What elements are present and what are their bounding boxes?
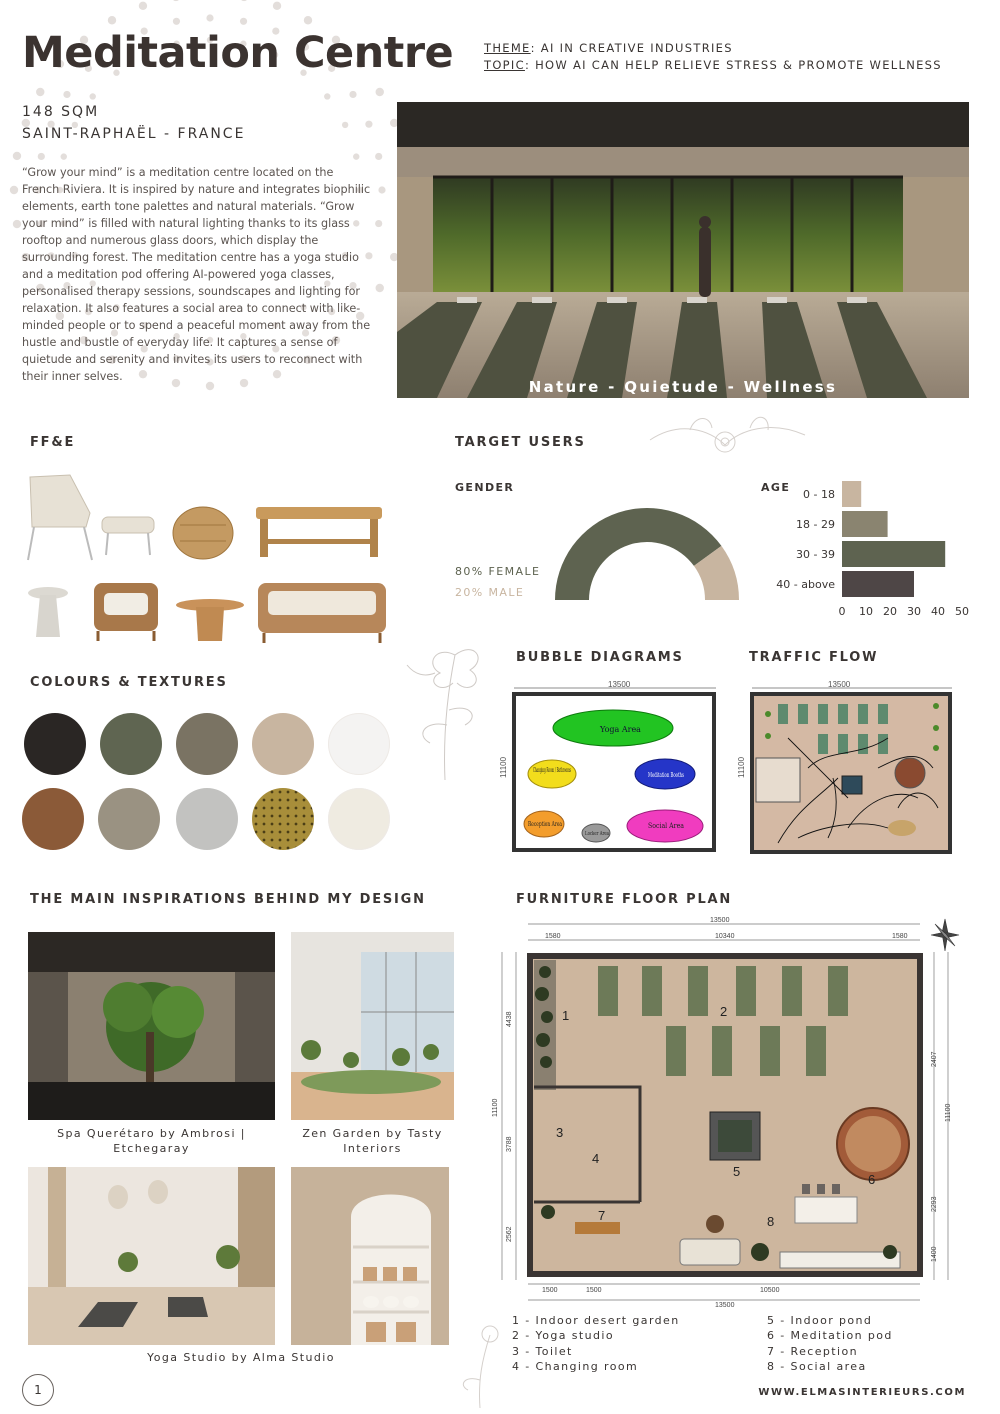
fp-number-4: 4 — [592, 1151, 600, 1166]
fp-dim-top-2: 1580 — [892, 933, 908, 940]
legend-item: 2 - Yoga studio — [512, 1329, 614, 1343]
website-link[interactable]: WWW.ELMASINTERIEURS.COM — [758, 1387, 966, 1398]
age-tick-label: 10 — [859, 605, 873, 618]
fp-number-6: 6 — [868, 1172, 876, 1187]
inspiration-photo-yoga — [28, 1167, 275, 1345]
hero-caption: Nature - Quietude - Wellness — [528, 378, 838, 396]
project-meta — [22, 101, 245, 145]
fp-dim-right-1: 2293 — [931, 1196, 938, 1212]
side-table-icon — [28, 587, 68, 637]
colours-heading: COLOURS & TEXTURES — [30, 675, 228, 690]
floor-plan-legend-right — [767, 1313, 893, 1374]
bubble-changing-label: Changing Room / Bathrooms — [533, 767, 571, 774]
fp-dim-left-2: 2562 — [506, 1226, 513, 1242]
ffe-furniture-collage — [20, 465, 390, 645]
fp-dim-right-2: 1400 — [931, 1246, 938, 1262]
fp-dim-bottom-0: 1500 — [542, 1287, 558, 1294]
swatch-taupe — [176, 713, 238, 775]
age-heading: AGE — [761, 481, 791, 494]
traffic-heading: TRAFFIC FLOW — [749, 650, 879, 665]
age-tick-label: 50 — [955, 605, 969, 618]
fp-number-5: 5 — [733, 1164, 741, 1179]
inspirations-heading: THE MAIN INSPIRATIONS BEHIND MY DESIGN — [30, 892, 426, 907]
fp-dim-total-bottom: 13500 — [715, 1302, 735, 1309]
age-category-label: 40 - above — [776, 578, 835, 591]
legend-item: 3 - Toilet — [512, 1344, 573, 1358]
age-bar — [842, 541, 945, 567]
fp-number-3: 3 — [556, 1125, 564, 1140]
fp-dim-bottom-1: 1500 — [586, 1287, 602, 1294]
bubble-diagram — [500, 678, 722, 860]
inspiration-photo-spa — [28, 932, 275, 1120]
bubble-locker-label: Locker Area — [585, 831, 610, 837]
bubble-heading: BUBBLE DIAGRAMS — [516, 650, 684, 665]
swatch-sand — [252, 713, 314, 775]
fp-dim-top-1: 10340 — [715, 933, 735, 940]
fp-dim-right-0: 2407 — [931, 1051, 938, 1067]
wooden-bench-icon — [256, 507, 382, 557]
swatch-linen — [328, 788, 390, 850]
swatch-white — [328, 713, 390, 775]
age-category-label: 30 - 39 — [796, 548, 835, 561]
bubble-height-label: 11100 — [499, 756, 508, 778]
fp-number-7: 7 — [598, 1208, 606, 1223]
hero-render — [397, 102, 969, 398]
age-category-label: 0 - 18 — [803, 488, 835, 501]
fp-dim-top-0: 1580 — [545, 933, 561, 940]
topic-value: : HOW AI CAN HELP RELIEVE STRESS & PROMOTE WELLNESS — [524, 58, 942, 72]
swatch-stone-texture — [98, 788, 160, 850]
fp-number-1: 1 — [562, 1008, 570, 1023]
theme-label: THEME — [484, 41, 531, 55]
hero-image — [397, 102, 969, 398]
age-tick-label: 30 — [907, 605, 921, 618]
gender-slice-female — [555, 508, 721, 600]
ffe-heading: FF&E — [30, 435, 76, 450]
furniture-floor-plan — [490, 912, 960, 1310]
topic-label: TOPIC — [484, 58, 525, 72]
caption-zen: Zen Garden by Tasty Interiors — [302, 1127, 443, 1155]
gender-heading: GENDER — [455, 481, 515, 494]
fp-dim-left-total: 11100 — [492, 1098, 499, 1117]
traffic-flow-plan — [738, 678, 960, 860]
legend-item: 7 - Reception — [767, 1344, 858, 1358]
lounge-chair-icon — [28, 475, 92, 560]
inspiration-photo-zen — [291, 932, 454, 1120]
fp-dim-left-1: 3788 — [506, 1136, 513, 1152]
rattan-armchair-icon — [94, 583, 158, 641]
inspiration-photo-shelving — [291, 1167, 449, 1345]
theme-topic — [484, 40, 942, 74]
age-tick-label: 40 — [931, 605, 945, 618]
theme-value: : AI IN CREATIVE INDUSTRIES — [530, 41, 733, 55]
floor-plan-heading: FURNITURE FLOOR PLAN — [516, 892, 733, 907]
floral-lineart-icon — [395, 625, 495, 785]
north-compass-icon — [928, 915, 962, 955]
fp-number-8: 8 — [767, 1214, 775, 1229]
bubble-yoga-label: Yoga Area — [600, 725, 641, 734]
page-number: 1 — [22, 1374, 54, 1406]
project-area: 148 SQM — [22, 104, 100, 120]
traffic-height-label: 11100 — [737, 756, 746, 778]
coffee-table-icon — [176, 599, 244, 641]
age-bar-chart — [770, 476, 980, 624]
rattan-sofa-icon — [258, 583, 386, 643]
target-users-heading: TARGET USERS — [455, 435, 586, 450]
gender-male-label: 20% MALE — [455, 586, 525, 599]
legend-item: 1 - Indoor desert garden — [512, 1314, 680, 1327]
age-bar — [842, 481, 861, 507]
age-category-label: 18 - 29 — [796, 518, 835, 531]
floral-lineart-bottom-icon — [450, 1320, 510, 1410]
fp-number-2: 2 — [720, 1004, 728, 1019]
project-location: SAINT-RAPHAËL - FRANCE — [22, 126, 246, 142]
age-tick-label: 20 — [883, 605, 897, 618]
swatch-rattan-cane — [252, 788, 314, 850]
age-bar — [842, 571, 914, 597]
fp-dim-left-0: 4438 — [506, 1011, 513, 1027]
legend-item: 4 - Changing room — [512, 1359, 639, 1373]
gender-donut-chart — [550, 500, 745, 604]
ottoman-icon — [102, 517, 154, 555]
caption-yoga: Yoga Studio by Alma Studio — [147, 1351, 335, 1364]
bubble-meditation-label: Meditation Booths — [648, 771, 684, 779]
swatch-concrete — [176, 788, 238, 850]
project-description: “Grow your mind” is a meditation centre located on the French Riviera. It is inspired by nature and integrates biophilic elements, earth tone palettes and natural materials. “Grow your mind” is filled with natural lighting thanks to its glass rooftop and numerous glass doors, which display the surrounding forest. The meditation centre has a yoga studio and a meditation pod offering AI-powered yoga classes, personalised therapy sessions, soundscapes and lighting for relaxation. It also features a social area to connect with like-minded people or to spend a peaceful moment away from the hustle and bustle of everyday life. It captures a sense of quietude and serenity and invites its users to reconnect with their inner selves. — [22, 166, 371, 383]
fp-dim-total-top: 13500 — [710, 917, 730, 924]
bubble-width-label: 13500 — [608, 680, 631, 689]
traffic-width-label: 13500 — [828, 680, 851, 689]
age-tick-label: 0 — [838, 605, 846, 618]
bubble-social-label: Social Area — [648, 822, 684, 830]
floor-plan-legend-left — [512, 1313, 680, 1374]
rattan-stool-icon — [173, 507, 233, 559]
swatch-olive — [100, 713, 162, 775]
fp-dim-right-total: 11100 — [945, 1103, 952, 1122]
legend-item: 6 - Meditation pod — [767, 1329, 893, 1343]
swatch-charcoal — [24, 713, 86, 775]
legend-item: 8 - Social area — [767, 1359, 867, 1373]
legend-item: 5 - Indoor pond — [767, 1314, 873, 1327]
gender-female-label: 80% FEMALE — [455, 565, 541, 578]
page-title: Meditation Centre — [22, 28, 454, 78]
bubble-reception-label: Reception Area — [528, 820, 563, 828]
caption-spa: Spa Querétaro by Ambrosi | Etchegaray — [57, 1127, 246, 1155]
floral-lineart-top-icon — [640, 400, 810, 470]
swatch-walnut-wood — [22, 788, 84, 850]
fp-dim-bottom-2: 10500 — [760, 1287, 780, 1294]
age-bar — [842, 511, 888, 537]
